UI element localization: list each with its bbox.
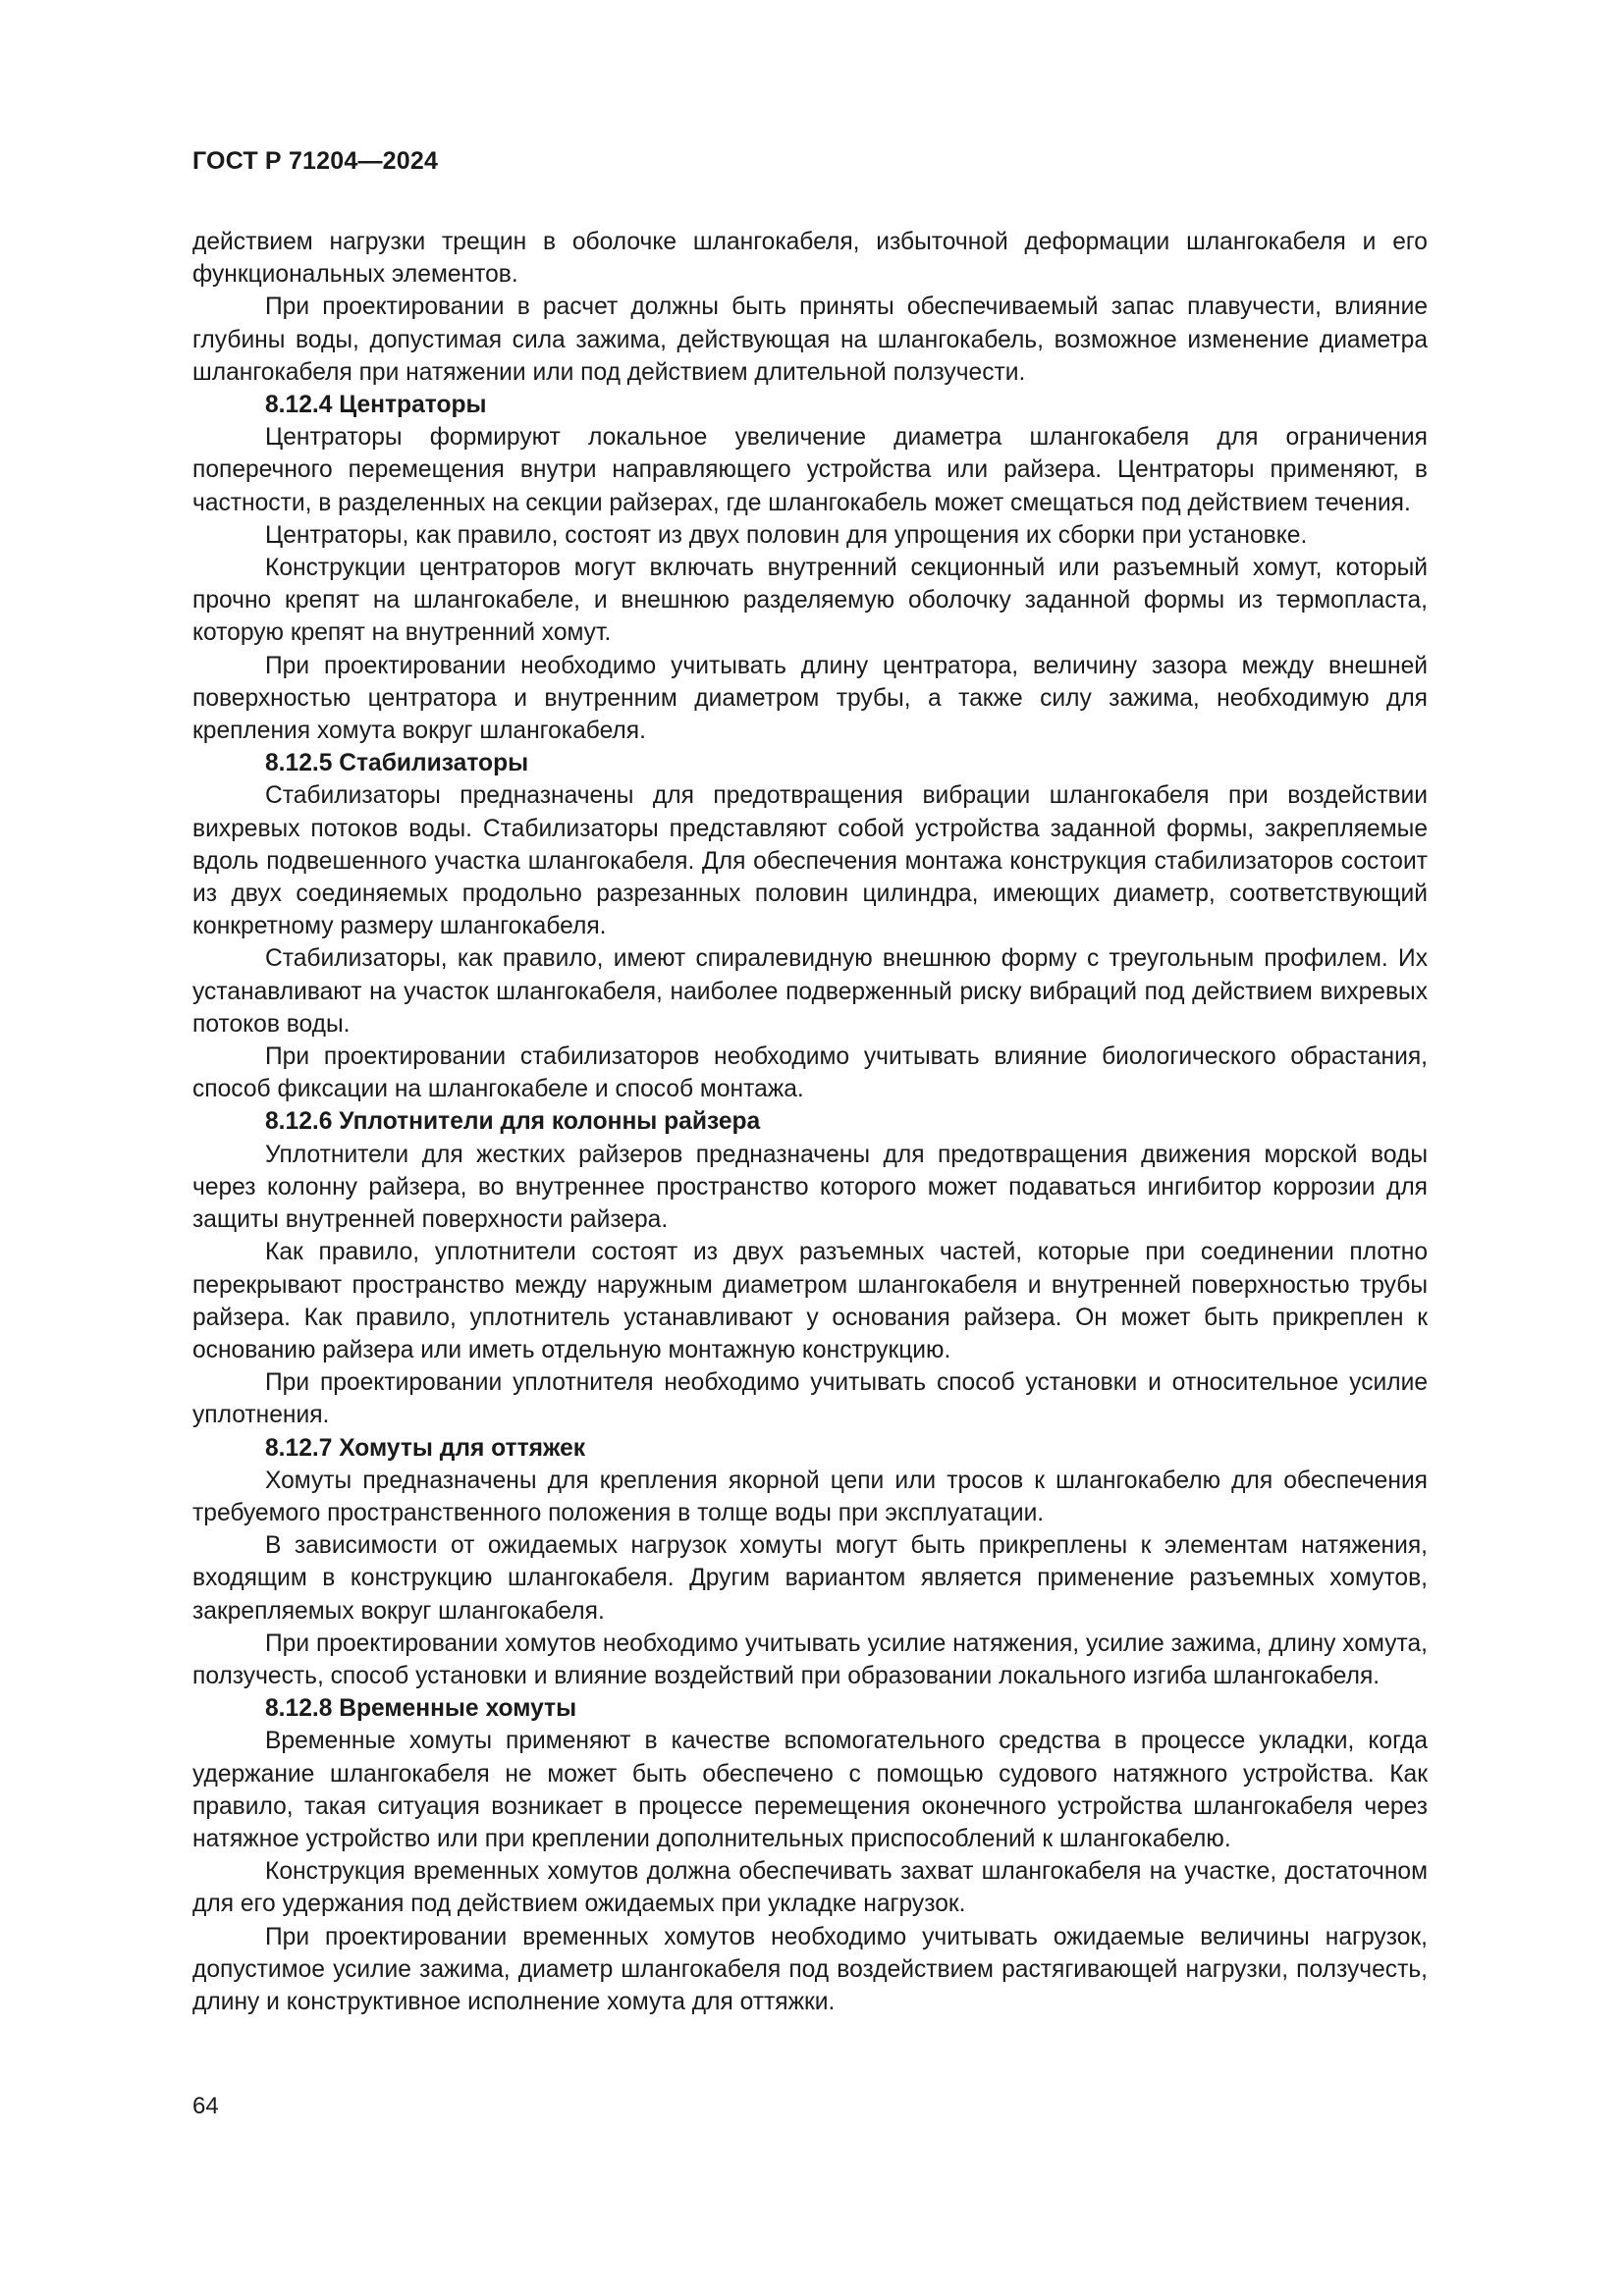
document-header: ГОСТ Р 71204—2024 [192,147,439,175]
section-heading: 8.12.6 Уплотнители для колонны райзера [265,1108,761,1136]
paragraph: действием нагрузки трещин в оболочке шлангокабеля, избыточной деформации шлангокабеля и его функциональных элементов. [192,229,1428,289]
paragraph: Уплотнители для жестких райзеров предназначены для предотвращения движения морской воды через колонну райзера, во внутреннее пространство которого может подаваться ингибитор коррозии для защиты внутренней поверхности райзера. [192,1141,1428,1234]
document-body [192,226,1428,2018]
paragraph: Как правило, уплотнители состоят из двух разъемных частей, которые при соединении плотно перекрывают пространство между наружным диаметром шлангокабеля и внутренней поверхностью трубы райзера. Как правило, уплотнитель устанавливают у основания райзера. Он может быть прикреплен к основанию райзера или иметь отдельную монтажную конструкцию. [192,1239,1428,1363]
paragraph: При проектировании стабилизаторов необходимо учитывать влияние биологического обрастания, способ фиксации на шлангокабеле и способ монтажа. [192,1043,1428,1103]
page-number: 64 [192,2093,219,2119]
paragraph: При проектировании временных хомутов необходимо учитывать ожидаемые величины нагрузок, допустимое усилие зажима, диаметр шлангокабеля под воздействием растягивающей нагрузки, ползучесть, длину и конструктивное исполнение хомута для оттяжки. [192,1923,1428,2015]
paragraph: При проектировании хомутов необходимо учитывать усилие натяжения, усилие зажима, длину хомута, ползучесть, способ установки и влияние воздействий при образовании локального изгиба шлангокабеля. [192,1629,1428,1689]
paragraph: При проектировании в расчет должны быть приняты обеспечиваемый запас плавучести, влияние глубины воды, допустимая сила зажима, действующая на шлангокабель, возможное изменение диаметра шлангокабеля при натяжении или под действием длительной ползучести. [192,294,1428,386]
paragraph: Стабилизаторы, как правило, имеют спиралевидную внешнюю форму с треугольным профилем. Их устанавливают на участок шлангокабеля, наиболее подверженный риску вибраций под действием вихревых потоков воды. [192,945,1428,1038]
paragraph: Стабилизаторы предназначены для предотвращения вибрации шлангокабеля при воздействии вихревых потоков воды. Стабилизаторы представляют собой устройства заданной формы, закрепляемые вдоль подвешенного участка шлангокабеля. Для обеспечения монтажа конструкция стабилизаторов состоит из двух соединяемых продольно разрезанных половин цилиндра, имеющих диаметр, соответствующий конкретному размеру шлангокабеля. [192,782,1428,940]
paragraph: Конструкции центраторов могут включать внутренний секционный или разъемный хомут, который прочно крепят на шлангокабеле, и внешнюю разделяемую оболочку заданной формы из термопласта, которую крепят на внутренний хомут. [192,555,1428,647]
paragraph: Временные хомуты применяют в качестве вспомогательного средства в процессе укладки, когда удержание шлангокабеля не может быть обеспечено с помощью судового натяжного устройства. Как правило, такая ситуация возникает в процессе перемещения оконечного устройства шлангокабеля через натяжное устройство или при креплении дополнительных приспособлений к шлангокабелю. [192,1728,1428,1852]
paragraph: Хомуты предназначены для крепления якорной цепи или тросов к шлангокабелю для обеспечения требуемого пространственного положения в толще воды при эксплуатации. [192,1467,1428,1526]
section-heading: 8.12.8 Временные хомуты [265,1695,577,1723]
paragraph: При проектировании уплотнителя необходимо учитывать способ установки и относительное усилие уплотнения. [192,1369,1428,1429]
section-heading: 8.12.4 Центраторы [265,392,487,419]
paragraph: Центраторы формируют локальное увеличение диаметра шлангокабеля для ограничения поперечного перемещения внутри направляющего устройства или райзера. Центраторы применяют, в частности, в разделенных на секции райзерах, где шлангокабель может смещаться под действием течения. [192,424,1428,516]
section-heading: 8.12.7 Хомуты для оттяжек [265,1434,586,1462]
paragraph: Центраторы, как правило, состоят из двух половин для упрощения их сборки при установке. [265,521,1308,549]
paragraph: При проектировании необходимо учитывать длину центратора, величину зазора между внешней поверхностью центратора и внутренним диаметром трубы, а также силу зажима, необходимую для крепления хомута вокруг шлангокабеля. [192,652,1428,745]
paragraph: Конструкция временных хомутов должна обеспечивать захват шлангокабеля на участке, достаточном для его удержания под действием ожидаемых при укладке нагрузок. [192,1858,1428,1918]
section-heading: 8.12.5 Стабилизаторы [265,750,529,777]
paragraph: В зависимости от ожидаемых нагрузок хомуты могут быть прикреплены к элементам натяжения, входящим в конструкцию шлангокабеля. Другим вариантом является применение разъемных хомутов, закрепляемых вокруг шлангокабеля. [192,1532,1428,1625]
